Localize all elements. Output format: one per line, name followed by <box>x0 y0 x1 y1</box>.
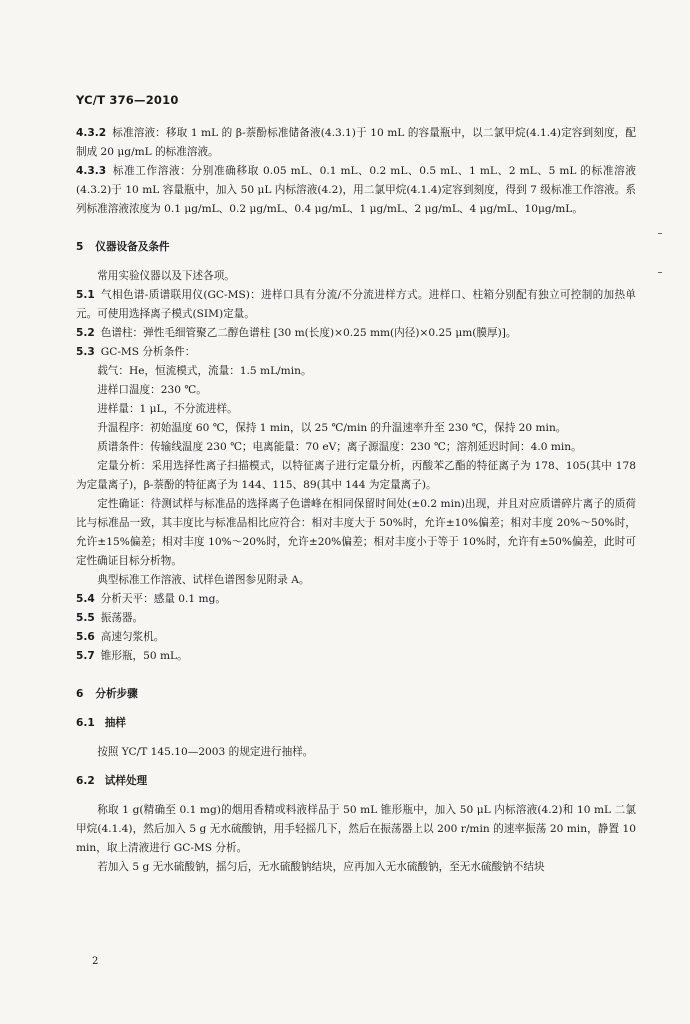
qualitative-confirmation: 定性确证：待测试样与标准品的选择离子色谱峰在相同保留时间处(±0.2 min)出现，并且对应质谱碎片离子的质荷比与标准品一致，其丰度比与标准品相比应符合：相对丰度大于 50%时，允许±10%偏差；相对丰度 20%～50%时，允许±15%偏差；相对丰度 10%～20%时，允许±20%偏差；相对丰度小于等于 10%时，允许有±50%偏差，此时可定性确证目标分析物。 <box>76 498 636 567</box>
sampling-text: 按照 YC/T 145.10—2003 的规定进行抽样。 <box>97 746 314 758</box>
sample-treatment-text: 称取 1 g(精确至 0.1 mg)的烟用香精或料液样品于 50 mL 锥形瓶中，加入 50 μL 内标溶液(4.2)和 10 mL 二氯甲烷(4.1.4)，然后加入 5 g 无水硫酸钠，用手轻摇几下，然后在振荡器上以 200 r/min 的速率振荡 20 min，静置 10 min，取上清液进行 GC-MS 分析。 <box>76 804 636 854</box>
clause-5-1: 5.1 气相色谱-质谱联用仪(GC-MS)：进样口具有分流/不分流进样方式。进样口、柱箱分别配有独立可控制的加热单元。可使用选择离子模式(SIM)定量。 <box>76 289 636 320</box>
clause-5-5: 5.5 振荡器。 <box>76 612 144 624</box>
section-5-heading: 5 仪器设备及条件 <box>76 241 170 253</box>
sample-treatment-note: 若加入 5 g 无水硫酸钠，摇匀后，无水硫酸钠结块，应再加入无水硫酸钠，至无水硫酸钠不结块 <box>97 861 545 873</box>
clause-5-4: 5.4 分析天平：感量 0.1 mg。 <box>76 593 226 605</box>
section-6-1-heading: 6.1 抽样 <box>76 717 126 729</box>
quantitative-analysis: 定量分析：采用选择性离子扫描模式，以特征离子进行定量分析，丙酸苯乙酯的特征离子为 178、105(其中 178 为定量离子)，β-萘酚的特征离子为 144、115、89(其中 144 为定量离子)。 <box>76 460 636 491</box>
section-6-heading: 6 分析步骤 <box>76 688 138 700</box>
clause-5-6: 5.6 高速匀浆机。 <box>76 631 165 643</box>
page-number: 2 <box>92 956 99 967</box>
clause-4-3-3: 4.3.3 标准工作溶液：分别准确移取 0.05 mL、0.1 mL、0.2 mL、0.5 mL、1 mL、2 mL、5 mL 的标准溶液(4.3.2)于 10 mL 容量瓶中，加入 50 μL 内标溶液(4.2)，用二氯甲烷(4.1.4)定容到刻度，得到 7 级标准工作溶液。系列标准溶液浓度为 0.1 μg/mL、0.2 μg/mL、0.4 μg/mL、1 μg/mL、2 μg/mL、4 μg/mL、10μg/mL。 <box>76 165 636 215</box>
clause-4-3-2: 4.3.2 标准溶液：移取 1 mL 的 β-萘酚标准储备液(4.3.1)于 10 mL 的容量瓶中，以二氯甲烷(4.1.4)定容到刻度，配制成 20 μg/mL 的标准溶液。 <box>76 127 636 158</box>
clause-5-3: 5.3 GC-MS 分析条件： <box>76 346 196 358</box>
document-body <box>76 124 636 877</box>
temperature-program: 升温程序：初始温度 60 ℃，保持 1 min，以 25 ℃/min 的升温速率升至 230 ℃，保持 20 min。 <box>97 422 567 434</box>
margin-mark <box>658 272 662 273</box>
section-5-intro: 常用实验仪器以及下述各项。 <box>97 270 235 282</box>
carrier-gas: 载气：He，恒流模式，流量：1.5 mL/min。 <box>97 365 312 377</box>
margin-mark <box>658 233 662 234</box>
typical-chromatogram-note: 典型标准工作溶液、试样色谱图参见附录 A。 <box>97 574 310 586</box>
injection-volume: 进样量：1 μL，不分流进样。 <box>97 403 238 415</box>
clause-5-7: 5.7 锥形瓶，50 mL。 <box>76 650 188 662</box>
standard-header: YC/T 376—2010 <box>76 93 179 107</box>
inlet-temperature: 进样口温度：230 ℃。 <box>97 384 207 396</box>
clause-5-2: 5.2 色谱柱：弹性毛细管聚乙二醇色谱柱 [30 m(长度)×0.25 mm(内径)×0.25 μm(膜厚)]。 <box>76 327 517 339</box>
ms-conditions: 质谱条件：传输线温度 230 ℃；电离能量：70 eV；离子源温度：230 ℃；溶剂延迟时间：4.0 min。 <box>97 441 582 453</box>
section-6-2-heading: 6.2 试样处理 <box>76 775 148 787</box>
